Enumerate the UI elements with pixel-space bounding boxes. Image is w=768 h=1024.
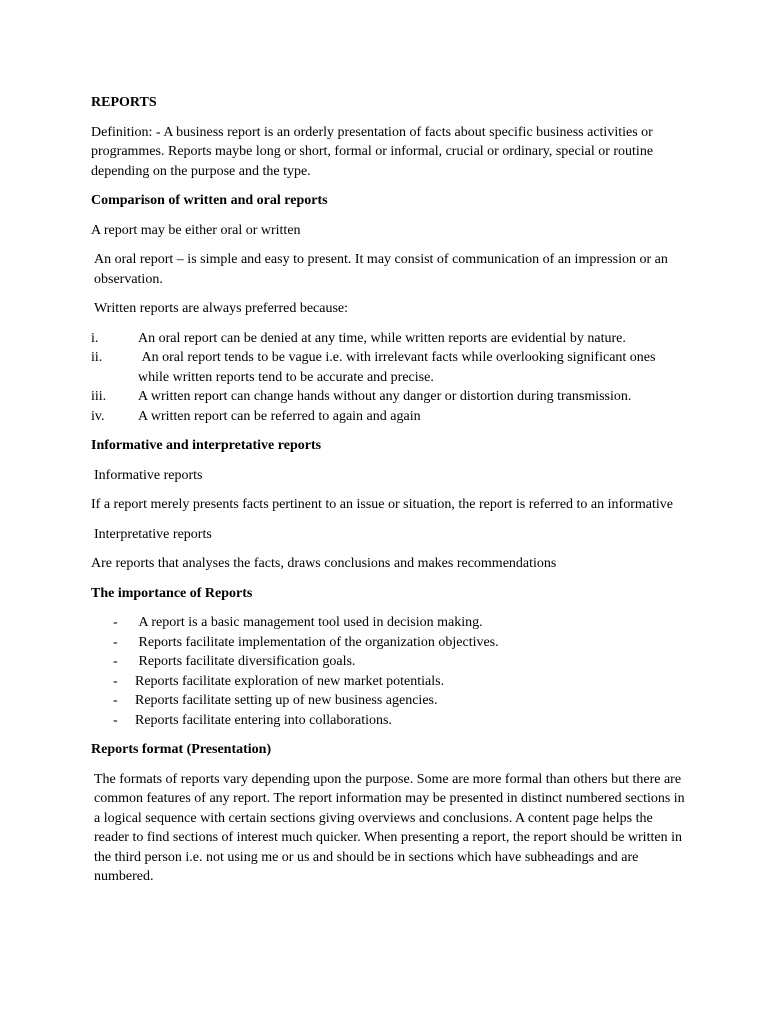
written-preferred-paragraph: Written reports are always preferred because: [94,301,349,316]
list-text: A written report can change hands without any danger or distortion during transmission. [138,389,632,404]
list-number: i. [91,330,99,346]
reasons-list [91,329,689,427]
dash-bullet: - [113,654,118,669]
list-item [91,652,689,672]
list-item [91,691,689,711]
list-text: Reports facilitate implementation of the organization objectives. [135,634,499,650]
dash-bullet: - [113,712,118,728]
format-paragraph: The formats of reports vary depending upon the purpose. Some are more formal than others but there are common features of any report. The report information may be presented in distinct numbered sections in a logical sequence with certain sections giving overviews and conclusions. A content page helps the reader to find sections of interest much quicker. When presenting a report, the report should be written in the third person i.e. not using me or us and should be in sections which have subheadings and are numbered. [94,771,685,884]
list-text: Reports facilitate entering into collaborations. [135,712,392,728]
dash-bullet: - [113,673,118,689]
dash-bullet: - [113,615,118,630]
list-text: A report is a basic management tool used in decision making. [135,615,483,630]
dash-bullet: - [113,693,118,708]
informative-paragraph: If a report merely presents facts pertinent to an issue or situation, the report is referred to an informative [91,497,673,512]
importance-list [91,613,689,730]
page-title: REPORTS [91,95,157,110]
list-item [91,711,689,731]
document-content [91,93,689,887]
interpretative-paragraph: Are reports that analyses the facts, draws conclusions and makes recommendations [91,556,557,571]
list-text: Reports facilitate setting up of new business agencies. [135,693,438,708]
types-heading: Informative and interpretative reports [91,438,322,453]
importance-heading: The importance of Reports [91,585,253,601]
informative-label: Informative reports [94,467,203,483]
list-item [91,348,689,387]
list-text: An oral report tends to be vague i.e. with irrelevant facts while overlooking significant ones while written reports tend to be accurate and precise. [138,350,659,385]
list-item [91,329,689,349]
list-item [91,672,689,692]
dash-bullet: - [113,634,118,650]
list-item [91,633,689,653]
list-item [91,387,689,407]
list-number: iii. [91,389,107,404]
list-text: An oral report can be denied at any time, while written reports are evidential by nature. [138,330,626,346]
list-text: A written report can be referred to again and again [138,408,421,424]
oral-report-paragraph: An oral report – is simple and easy to present. It may consist of communication of an impression or an observation. [94,252,668,287]
definition-paragraph: Definition: - A business report is an orderly presentation of facts about specific business activities or programmes. Reports maybe long or short, formal or informal, crucial or ordinary, special or routine depending on the purpose and the type. [91,124,654,179]
list-number: ii. [91,350,103,365]
list-text: Reports facilitate exploration of new market potentials. [135,673,445,689]
interpretative-label: Interpretative reports [94,526,212,542]
list-number: iv. [91,408,105,424]
list-item [91,407,689,427]
list-item [91,613,689,633]
comparison-intro: A report may be either oral or written [91,222,301,238]
comparison-heading: Comparison of written and oral reports [91,193,328,208]
format-heading: Reports format (Presentation) [91,742,272,757]
list-text: Reports facilitate diversification goals. [135,654,356,669]
